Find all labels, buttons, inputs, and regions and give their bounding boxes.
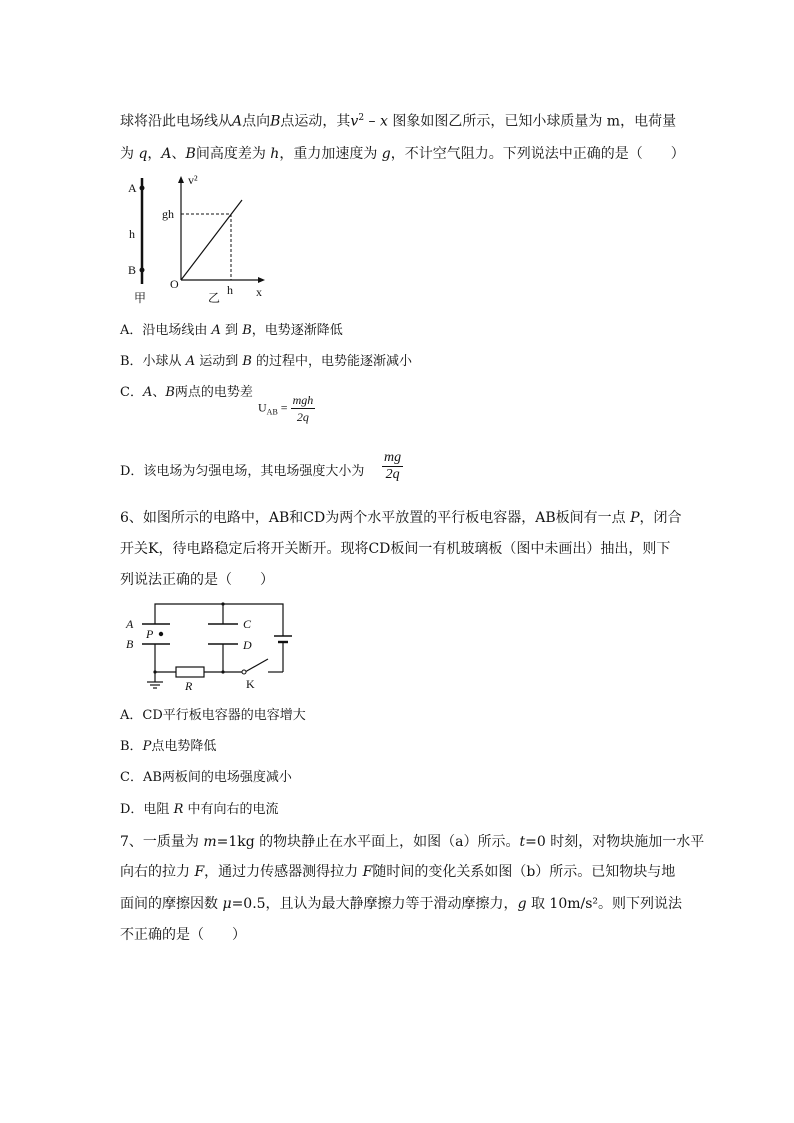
- node-dot: [221, 602, 224, 605]
- var-B: B: [242, 354, 252, 369]
- q6-line-1: [120, 508, 682, 528]
- text: =1kg 的物块静止在水平面上，如图（a）所示。: [216, 834, 520, 850]
- var-t: t: [519, 834, 526, 850]
- label-R: R: [185, 679, 193, 693]
- switch-K: [245, 659, 268, 672]
- superscript: 2: [358, 113, 365, 123]
- text: –: [364, 113, 380, 130]
- text: A．沿电场线由: [120, 323, 212, 338]
- text: ，闭合: [639, 510, 682, 526]
- text: 7、一质量为: [120, 834, 204, 850]
- q6-line-3: 列说法正确的是（ ）: [120, 572, 274, 588]
- text: B．: [120, 739, 143, 754]
- var-B: B: [270, 113, 281, 130]
- q6-line-2: 开关K，待电路稳定后将开关断开。现将CD板间一有机玻璃板（图中未画出）抽出，则下: [120, 541, 671, 557]
- q5-option-D: [120, 462, 364, 482]
- q5-formula-UAB: [258, 392, 315, 425]
- var-R: R: [173, 802, 184, 817]
- text: 面间的摩擦因数: [120, 896, 223, 912]
- text: B．小球从: [120, 354, 186, 369]
- label-h: h: [129, 227, 135, 241]
- text: 点向: [242, 113, 271, 130]
- subscript-AB: AB: [266, 407, 278, 417]
- caption-jia: 甲: [134, 291, 147, 305]
- text: =0 时刻，对物块施加一水平: [525, 834, 705, 850]
- var-h: h: [270, 146, 280, 162]
- var-F: F: [194, 864, 205, 880]
- var-m: m: [203, 834, 217, 850]
- var-A: A: [185, 354, 196, 369]
- var-A: A: [232, 113, 243, 130]
- text: 到: [220, 323, 243, 338]
- switch-pivot: [242, 670, 246, 674]
- text: 取 10m/s²。则下列说法: [526, 896, 683, 912]
- text: 6、如图所示的电路中，AB和CD为两个水平放置的平行板电容器，AB板间有一点: [120, 510, 631, 526]
- text: 为: [120, 146, 139, 162]
- figure-yi: [162, 173, 265, 305]
- text: D．该电场为匀强电场，其电场强度大小为: [120, 464, 365, 479]
- wire-top: [155, 604, 283, 636]
- var-mu: μ: [222, 896, 232, 912]
- point-A: [140, 186, 145, 191]
- q7-line-3: [120, 894, 682, 914]
- text: ，电势逐渐降低: [251, 323, 343, 338]
- equals: =: [277, 400, 291, 415]
- fraction-mgh-2q: [291, 392, 316, 425]
- text: 球将沿此电场线从: [120, 113, 232, 130]
- var-v: v: [350, 113, 359, 130]
- node-dot: [221, 670, 224, 673]
- label-B: B: [128, 263, 137, 277]
- figure-q5: [118, 172, 278, 312]
- node-dot: [153, 670, 156, 673]
- q6-option-A: A．CD平行板电容器的电容增大: [120, 708, 306, 723]
- q5-formula-E: [382, 450, 403, 483]
- label-P: P: [146, 627, 154, 641]
- var-U: U: [258, 400, 267, 415]
- q6-option-D: [120, 800, 279, 820]
- text: 图象如图乙所示，已知小球质量为 m，电荷量: [387, 113, 677, 130]
- label-K: K: [246, 677, 255, 691]
- var-B: B: [242, 323, 252, 338]
- text: 向右的拉力: [120, 864, 195, 880]
- text: ，通过力传感器测得拉力: [204, 864, 363, 880]
- text: ，: [147, 146, 162, 162]
- var-B: B: [185, 146, 196, 162]
- q7-line-2: [120, 862, 675, 882]
- denominator: 2q: [385, 467, 400, 482]
- text: 、: [171, 146, 186, 162]
- label-O: O: [170, 277, 179, 291]
- q5-option-A: [120, 321, 343, 341]
- q5-line-1: [120, 108, 676, 132]
- q5-line-2: [120, 144, 685, 164]
- text: 中有向右的电流: [183, 802, 279, 817]
- var-A: A: [161, 146, 172, 162]
- numerator: mgh: [292, 393, 314, 407]
- q7-line-1: [120, 832, 704, 852]
- q6-option-C: C．AB两板间的电场强度减小: [120, 770, 292, 785]
- numerator: mg: [384, 450, 402, 465]
- label-x: x: [256, 285, 262, 299]
- var-P: P: [142, 739, 152, 754]
- var-P: P: [630, 510, 640, 526]
- var-A: A: [211, 323, 221, 338]
- q6-option-B: [120, 737, 216, 757]
- text: C．: [120, 385, 143, 400]
- q5-option-B: [120, 352, 412, 372]
- label-h-axis: h: [227, 283, 233, 297]
- x-arrow-icon: [258, 277, 265, 283]
- var-g: g: [381, 146, 391, 162]
- denominator: 2q: [296, 410, 309, 424]
- label-D: D: [243, 638, 252, 652]
- y-arrow-icon: [178, 176, 184, 183]
- fraction-mg-2q: [382, 450, 403, 483]
- text: 运动到: [195, 354, 243, 369]
- point-P: [159, 632, 163, 636]
- var-g: g: [517, 896, 527, 912]
- text: 点电势降低: [151, 739, 217, 754]
- label-C: C: [243, 617, 252, 631]
- text: ，重力加速度为: [279, 146, 382, 162]
- text: 、: [152, 385, 166, 400]
- point-B: [140, 268, 145, 273]
- text: 随时间的变化关系如图（b）所示。已知物块与地: [372, 864, 676, 880]
- label-B: B: [126, 637, 134, 651]
- q5-option-C: [120, 383, 253, 403]
- text: ，不计空气阻力。下列说法中正确的是（ ）: [390, 146, 685, 162]
- q7-line-4: 不正确的是（ ）: [120, 927, 246, 943]
- caption-yi: 乙: [208, 291, 221, 305]
- text: 的过程中，电势能逐渐减小: [251, 354, 413, 369]
- figure-jia: [128, 178, 146, 305]
- var-x: x: [379, 113, 388, 130]
- var-B: B: [165, 385, 175, 400]
- var-q: q: [138, 146, 148, 162]
- text: 间高度差为: [195, 146, 271, 162]
- text: 点运动，其: [280, 113, 351, 130]
- var-F: F: [362, 864, 373, 880]
- circuit-diagram: [118, 596, 308, 696]
- var-A: A: [142, 385, 153, 400]
- label-v2: v²: [188, 173, 198, 187]
- text: D．电阻: [120, 802, 174, 817]
- label-gh: gh: [162, 207, 174, 221]
- graph-line: [181, 200, 242, 280]
- resistor-R: [176, 667, 204, 677]
- text: 两点的电势差: [174, 385, 253, 400]
- label-A: A: [126, 617, 134, 631]
- text: =0.5，且认为最大静摩擦力等于滑动摩擦力，: [231, 896, 518, 912]
- label-A: A: [128, 181, 137, 195]
